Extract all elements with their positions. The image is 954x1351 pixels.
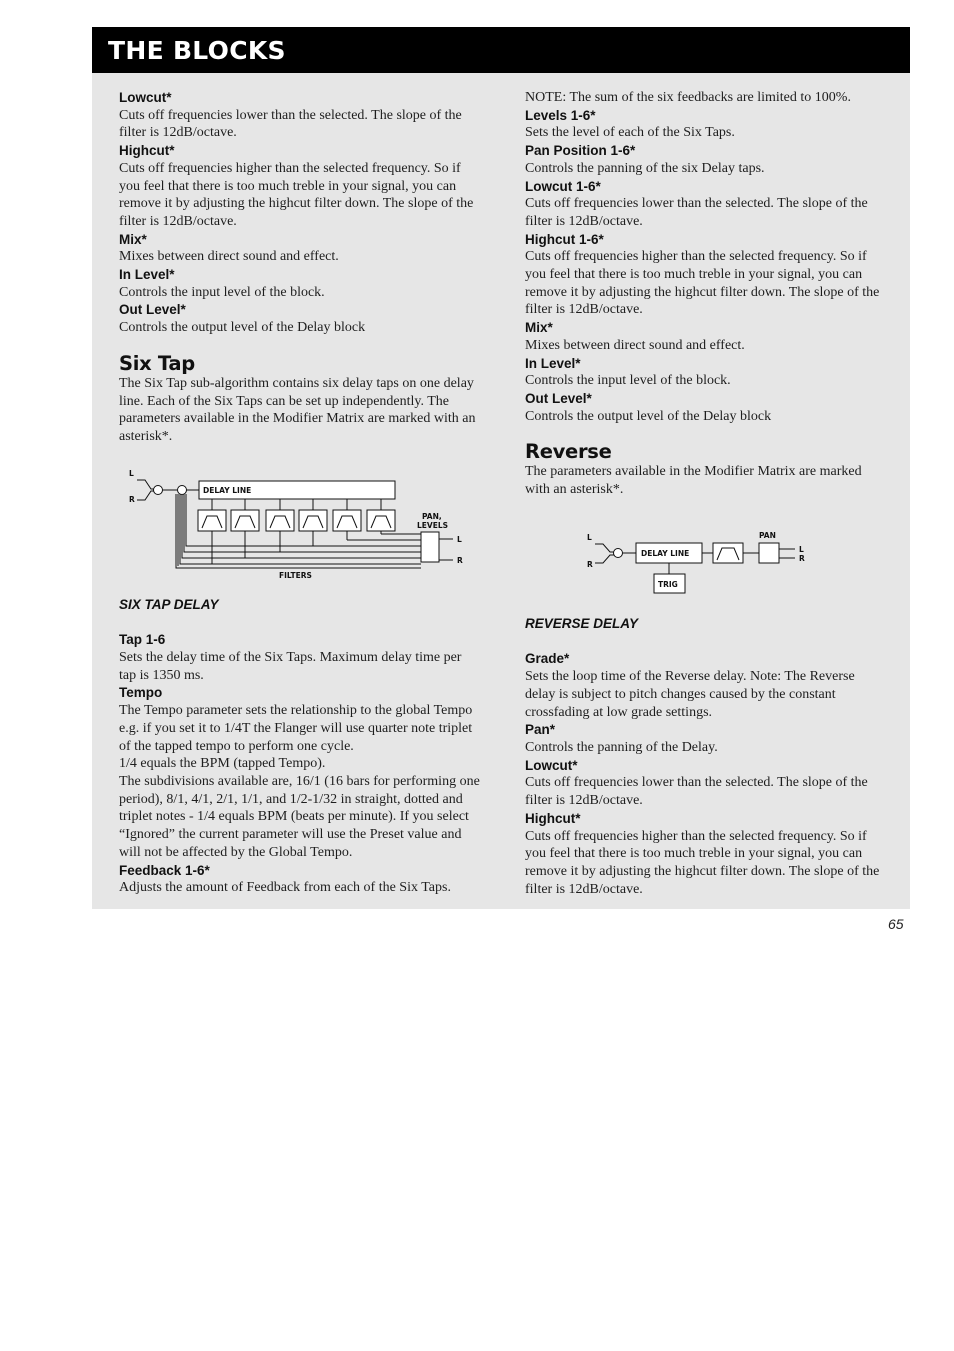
page-number: 65 — [888, 916, 904, 932]
filter-boxes — [198, 510, 395, 531]
param-description: Controls the output level of the Delay block — [119, 320, 366, 336]
param-heading: Mix* — [525, 320, 553, 336]
param-description: Sets the delay time of the Six Taps. Maximum delay time per tap is 1350 ms. — [119, 650, 462, 683]
param-tempo — [119, 684, 481, 861]
param-lowcut — [525, 178, 887, 231]
param-heading: Tap 1-6 — [119, 632, 166, 648]
param-description: Controls the panning of the six Delay taps. — [525, 160, 765, 176]
param-heading: In Level* — [119, 267, 175, 283]
param-description: Controls the input level of the block. — [119, 284, 325, 300]
pan-levels-label-2: LEVELS — [417, 520, 449, 530]
param-description: The Tempo parameter sets the relationship to the global Tempo e.g. if you set it to 1/4T the Flanger will use quarter note triplet of the tapped tempo to perform one cycle. — [119, 703, 473, 754]
param-description: Cuts off frequencies lower than the selected. The slope of the filter is 12dB/octave. — [119, 107, 462, 141]
pan-label: PAN — [759, 530, 776, 540]
pan-box — [759, 543, 779, 563]
param-heading: In Level* — [525, 355, 581, 371]
input-r-label: R — [587, 559, 593, 569]
section-title-reverse: Reverse — [525, 440, 612, 464]
param-out-level — [525, 390, 887, 425]
right-column — [525, 89, 887, 898]
input-r-label: R — [129, 494, 135, 504]
param-description: Controls the panning of the Delay. — [525, 739, 718, 755]
six-tap-intro: The Six Tap sub-algorithm contains six delay taps on one delay line. Each of the Six Taps can be set up independently. The parameters available in the Modifier Matrix are marked with an asterisk*. — [119, 375, 476, 444]
output-r-label: R — [457, 555, 463, 565]
param-description: Cuts off frequencies higher than the selected frequency. So if you feel that there is too much treble in your signal, you can remove it by adjusting the highcut filter down. The slope of the filter is 12dB/octave. — [525, 249, 880, 318]
param-feedback — [119, 862, 481, 897]
param-heading: Lowcut* — [525, 757, 578, 773]
param-description: Controls the output level of the Delay block — [525, 408, 772, 424]
input-r-wire — [137, 491, 156, 500]
trig-label: TRIG — [658, 579, 678, 589]
tap-lines — [212, 499, 381, 510]
input-l-wire — [137, 480, 156, 489]
param-highcut — [525, 231, 887, 320]
left-column — [119, 89, 481, 897]
param-lowcut — [119, 89, 481, 142]
param-heading: Tempo — [119, 685, 163, 701]
param-pan — [525, 721, 887, 756]
param-description: Sets the loop time of the Reverse delay. Note: The Reverse delay is subject to pitch changes caused by the constant crossfading at low grade settings. — [525, 669, 855, 720]
param-lowcut — [525, 757, 887, 810]
param-heading: Highcut* — [525, 810, 581, 826]
input-l-label: L — [129, 468, 134, 478]
param-in-level — [525, 355, 887, 390]
output-l-label: L — [799, 544, 804, 554]
param-description: Cuts off frequencies lower than the selected. The slope of the filter is 12dB/octave. — [525, 775, 868, 809]
param-heading: Out Level* — [119, 302, 186, 318]
feedback-note: NOTE: The sum of the six feedbacks are limited to 100%. — [525, 90, 851, 105]
param-heading: Mix* — [119, 231, 147, 247]
param-heading: Out Level* — [525, 390, 592, 406]
param-heading: Pan Position 1-6* — [525, 143, 636, 159]
param-heading: Highcut* — [119, 143, 175, 159]
reverse-diagram — [525, 523, 887, 601]
page-header — [92, 27, 910, 73]
filters-label: FILTERS — [279, 570, 312, 580]
param-out-level — [119, 301, 481, 336]
param-heading: Lowcut* — [119, 90, 172, 105]
sum-node — [614, 548, 623, 557]
reverse-diagram-caption: REVERSE DELAY — [525, 615, 639, 631]
param-description: Mixes between direct sound and effect. — [525, 337, 745, 353]
six-tap-diagram-caption: SIX TAP DELAY — [119, 596, 219, 612]
output-r-label: R — [799, 553, 805, 563]
delay-line-label: DELAY LINE — [203, 485, 252, 495]
param-heading: Highcut 1-6* — [525, 231, 604, 247]
sum-node-1 — [154, 485, 163, 494]
param-description: Sets the level of each of the Six Taps. — [525, 125, 735, 141]
param-levels — [525, 107, 887, 142]
param-description: Mixes between direct sound and effect. — [119, 249, 339, 265]
param-description: Adjusts the amount of Feedback from each of the Six Taps. — [119, 880, 451, 896]
param-description: Cuts off frequencies higher than the selected frequency. So if you feel that there is too much treble in your signal, you can remove it by adjusting the highcut filter down. The slope of the filter is 12dB/octave. — [119, 160, 474, 229]
param-heading: Pan* — [525, 722, 556, 738]
pan-levels-label-1: PAN, — [422, 511, 442, 521]
reverse-intro: The parameters available in the Modifier Matrix are marked with an asterisk*. — [525, 464, 862, 498]
output-l-label: L — [457, 534, 462, 544]
param-heading: Feedback 1-6* — [119, 862, 210, 878]
input-l-label: L — [587, 532, 592, 542]
section-title-six-tap: Six Tap — [119, 351, 195, 375]
param-in-level — [119, 266, 481, 301]
param-heading: Levels 1-6* — [525, 107, 596, 123]
param-description: Cuts off frequencies higher than the selected frequency. So if you feel that there is too much treble in your signal, you can remove it by adjusting the highcut filter down. The slope of the filter is 12dB/octave. — [525, 828, 880, 897]
param-highcut — [525, 810, 887, 899]
param-grade — [525, 650, 887, 721]
param-description: Controls the input level of the block. — [525, 373, 731, 389]
filter-output-lines — [212, 531, 421, 564]
param-tap — [119, 631, 481, 684]
param-description: Cuts off frequencies lower than the selected. The slope of the filter is 12dB/octave. — [525, 196, 868, 229]
param-mix — [525, 319, 887, 354]
delay-line-label: DELAY LINE — [641, 548, 690, 558]
page-title: THE BLOCKS — [108, 36, 286, 65]
filter-shapes — [202, 516, 391, 528]
param-heading: Grade* — [525, 651, 570, 667]
input-l-wire — [595, 544, 614, 552]
param-mix — [119, 231, 481, 266]
pan-levels-box — [421, 532, 439, 562]
param-description-2: 1/4 equals the BPM (tapped Tempo). — [119, 756, 326, 772]
input-r-wire — [595, 555, 614, 563]
param-heading: Lowcut 1-6* — [525, 178, 601, 194]
sum-node-2 — [178, 485, 187, 494]
param-highcut — [119, 142, 481, 231]
param-pan-position — [525, 142, 887, 177]
param-description-3: The subdivisions available are, 16/1 (16 bars for performing one period), 8/1, 4/1, 2/1, 1/1, and 1/2-1/32 in straight, dotted and triplet notes - 1/4 equals BPM (beats per minute). If you select “Ignored” the current parameter will use the Preset value and will not be affected by the Global Tempo. — [119, 773, 480, 860]
six-tap-diagram — [119, 460, 481, 590]
